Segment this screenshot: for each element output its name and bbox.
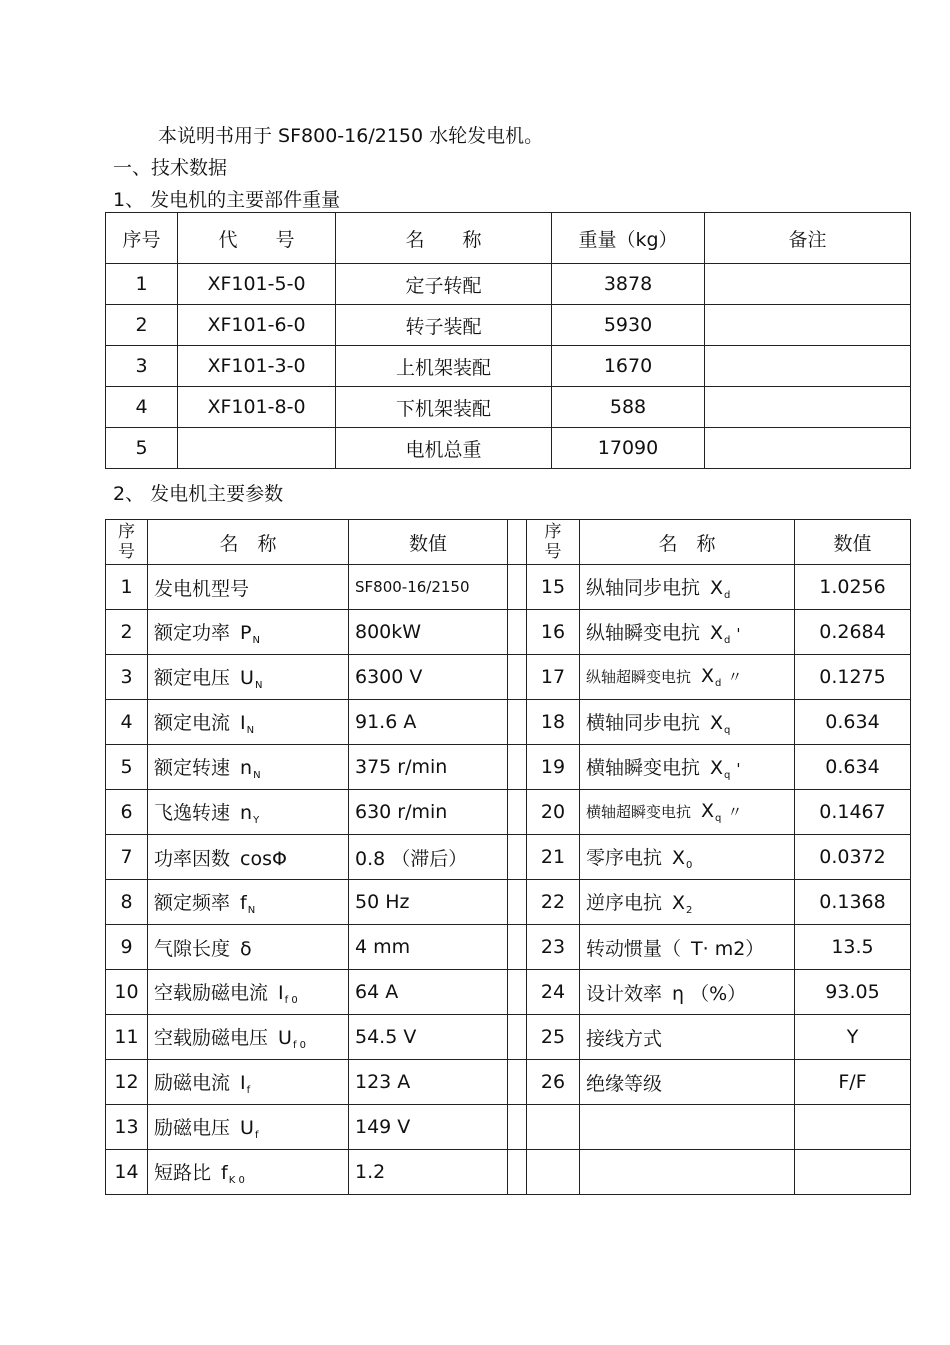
param-name [148, 1060, 349, 1105]
header-name: 名 称 [336, 213, 552, 264]
param-subscript: d [724, 590, 731, 601]
param-subscript: N [254, 680, 263, 691]
param-no: 17 [527, 655, 580, 700]
row-code [178, 428, 336, 469]
param-symbol: X [710, 622, 724, 644]
param-name [148, 565, 349, 610]
param-name [580, 790, 795, 835]
param-value: 375 r/min [349, 745, 508, 790]
param-label: 励磁电压 [154, 1117, 231, 1139]
column-separator [508, 925, 527, 970]
column-separator [508, 565, 527, 610]
param-value: 6300 V [349, 655, 508, 700]
param-symbol: U [278, 1027, 292, 1049]
param-no: 19 [527, 745, 580, 790]
param-value: 50 Hz [349, 880, 508, 925]
param-name [148, 835, 349, 880]
header-value-right: 数值 [795, 520, 911, 565]
param-no: 2 [106, 610, 148, 655]
param-name [148, 1015, 349, 1060]
column-separator [508, 880, 527, 925]
param-value: 0.634 [795, 700, 911, 745]
param-symbol: X [672, 847, 686, 869]
param-label: 空载励磁电压 [154, 1027, 269, 1049]
row-weight: 3878 [552, 264, 705, 305]
param-no: 7 [106, 835, 148, 880]
param-label: 接线方式 [586, 1027, 663, 1050]
param-symbol: n [240, 757, 253, 779]
param-value: 0.2684 [795, 610, 911, 655]
param-no: 9 [106, 925, 148, 970]
row-no: 4 [106, 387, 178, 428]
param-no: 23 [527, 925, 580, 970]
param-label: 额定电压 [154, 667, 231, 689]
param-value: 1.0256 [795, 565, 911, 610]
row-no: 5 [106, 428, 178, 469]
column-separator [508, 970, 527, 1015]
param-value: 0.634 [795, 745, 911, 790]
param-value: 149 V [349, 1105, 508, 1150]
param-name [580, 700, 795, 745]
param-no: 6 [106, 790, 148, 835]
table-row [106, 1150, 911, 1195]
param-name [580, 1015, 795, 1060]
param-no: 3 [106, 655, 148, 700]
row-weight: 17090 [552, 428, 705, 469]
param-label: 额定功率 [154, 622, 231, 644]
row-code: XF101-6-0 [178, 305, 336, 346]
table-row [106, 745, 911, 790]
param-no: 4 [106, 700, 148, 745]
subsection-heading-params: 2、 发电机主要参数 [113, 483, 284, 505]
param-no: 25 [527, 1015, 580, 1060]
params-table-header [106, 520, 911, 565]
param-name [148, 970, 349, 1015]
param-name [148, 790, 349, 835]
table-row [106, 610, 911, 655]
weights-table [105, 212, 911, 469]
param-subscript: q [715, 813, 722, 824]
param-label: 气隙长度 [154, 937, 231, 960]
param-name [148, 700, 349, 745]
row-weight: 1670 [552, 346, 705, 387]
param-name [580, 610, 795, 655]
param-value: 13.5 [795, 925, 911, 970]
column-separator [508, 700, 527, 745]
table-row [106, 305, 911, 346]
param-symbol: cosΦ [240, 847, 287, 870]
param-label: 零序电抗 [586, 847, 663, 869]
table-row [106, 428, 911, 469]
param-name [580, 565, 795, 610]
param-symbol: I [240, 712, 246, 734]
intro-text: 本说明书用于 SF800-16/2150 水轮发电机。 [158, 125, 544, 147]
param-subscript: f [246, 1085, 251, 1096]
param-subscript: 0 [686, 860, 693, 871]
param-no: 10 [106, 970, 148, 1015]
param-no: 5 [106, 745, 148, 790]
param-symbol: X [701, 800, 715, 822]
param-name [148, 745, 349, 790]
param-name [580, 1060, 795, 1105]
param-symbol: I [240, 1072, 246, 1094]
param-symbol: T· m2） [691, 937, 765, 960]
column-separator [508, 835, 527, 880]
param-no: 13 [106, 1105, 148, 1150]
param-no: 1 [106, 565, 148, 610]
param-no: 26 [527, 1060, 580, 1105]
param-prime: 〃 [727, 803, 743, 821]
param-label: 纵轴超瞬变电抗 [586, 668, 692, 686]
row-remark [705, 346, 911, 387]
param-symbol: X [710, 757, 724, 779]
param-symbol: P [240, 622, 252, 644]
header-name-right: 名 称 [580, 520, 795, 565]
column-separator [508, 1150, 527, 1195]
row-remark [705, 264, 911, 305]
param-no: 8 [106, 880, 148, 925]
table-row [106, 790, 911, 835]
param-no: 24 [527, 970, 580, 1015]
param-no [527, 1150, 580, 1195]
param-symbol: f [240, 892, 247, 914]
param-symbol: f [221, 1162, 228, 1184]
param-prime: ' [736, 760, 741, 778]
table-row [106, 925, 911, 970]
param-label: 功率因数 [154, 847, 231, 870]
param-subscript: f [254, 1130, 259, 1141]
param-value [795, 1150, 911, 1195]
param-subscript: N [246, 725, 255, 736]
param-no: 14 [106, 1150, 148, 1195]
weights-table-header [106, 213, 911, 264]
param-value: 54.5 V [349, 1015, 508, 1060]
param-label: 绝缘等级 [586, 1072, 663, 1095]
param-symbol: X [672, 892, 686, 914]
row-weight: 588 [552, 387, 705, 428]
row-weight: 5930 [552, 305, 705, 346]
param-symbol: δ [240, 937, 252, 960]
param-symbol: X [710, 712, 724, 734]
table-row [106, 1105, 911, 1150]
row-name: 下机架装配 [336, 387, 552, 428]
row-name: 上机架装配 [336, 346, 552, 387]
param-subscript: f 0 [292, 1040, 306, 1051]
param-name [148, 1150, 349, 1195]
row-name: 转子装配 [336, 305, 552, 346]
param-subscript: N [247, 905, 256, 916]
header-value-left: 数值 [349, 520, 508, 565]
row-no: 2 [106, 305, 178, 346]
param-label: 纵轴同步电抗 [586, 577, 701, 599]
param-subscript: Y [253, 815, 260, 826]
header-no: 序号 [106, 213, 178, 264]
table-row [106, 1015, 911, 1060]
param-value: 630 r/min [349, 790, 508, 835]
param-subscript: K 0 [228, 1175, 245, 1186]
param-subscript: q [724, 770, 731, 781]
row-code: XF101-3-0 [178, 346, 336, 387]
table-row [106, 835, 911, 880]
param-label: 额定电流 [154, 712, 231, 734]
param-label: 横轴瞬变电抗 [586, 757, 701, 779]
table-row [106, 565, 911, 610]
param-name [148, 1105, 349, 1150]
params-table [105, 519, 911, 1195]
param-no: 15 [527, 565, 580, 610]
column-separator [508, 1105, 527, 1150]
param-subscript: d [715, 678, 722, 689]
param-name [580, 1105, 795, 1150]
param-value: 4 mm [349, 925, 508, 970]
param-name [580, 745, 795, 790]
param-value: Y [795, 1015, 911, 1060]
param-value: 123 A [349, 1060, 508, 1105]
param-name [148, 880, 349, 925]
table-row [106, 1060, 911, 1105]
param-value: F/F [795, 1060, 911, 1105]
param-label: 转动惯量（ [586, 937, 682, 960]
column-separator [508, 1060, 527, 1105]
header-code: 代 号 [178, 213, 336, 264]
param-name [580, 925, 795, 970]
param-value: 1.2 [349, 1150, 508, 1195]
param-value: SF800-16/2150 [349, 565, 508, 610]
param-symbol: n [240, 802, 253, 824]
row-remark [705, 305, 911, 346]
param-no: 20 [527, 790, 580, 835]
param-label: 设计效率 [586, 982, 663, 1005]
param-label: 逆序电抗 [586, 892, 663, 914]
row-remark [705, 387, 911, 428]
param-symbol: X [710, 577, 724, 599]
column-separator [508, 655, 527, 700]
param-value: 800kW [349, 610, 508, 655]
param-value: 91.6 A [349, 700, 508, 745]
column-separator [508, 520, 527, 565]
row-no: 3 [106, 346, 178, 387]
header-no-right: 序 号 [527, 520, 580, 565]
table-row [106, 970, 911, 1015]
param-value [795, 1105, 911, 1150]
param-no [527, 1105, 580, 1150]
param-no: 11 [106, 1015, 148, 1060]
param-name [580, 835, 795, 880]
param-no: 22 [527, 880, 580, 925]
param-name [580, 880, 795, 925]
subsection-heading-weights: 1、 发电机的主要部件重量 [113, 189, 341, 211]
param-label: 发电机型号 [154, 577, 250, 600]
row-name: 定子转配 [336, 264, 552, 305]
param-symbol: η （%） [672, 982, 747, 1005]
param-prime: 〃 [727, 668, 743, 686]
param-label: 励磁电流 [154, 1072, 231, 1094]
param-name [148, 655, 349, 700]
param-subscript: q [724, 725, 731, 736]
param-name [580, 655, 795, 700]
header-remark: 备注 [705, 213, 911, 264]
row-remark [705, 428, 911, 469]
row-name: 电机总重 [336, 428, 552, 469]
header-no-left: 序 号 [106, 520, 148, 565]
param-label: 横轴超瞬变电抗 [586, 803, 692, 821]
row-code: XF101-5-0 [178, 264, 336, 305]
header-name-left: 名 称 [148, 520, 349, 565]
table-row [106, 387, 911, 428]
param-subscript: d [724, 635, 731, 646]
param-value: 0.8 （滞后） [349, 835, 508, 880]
param-label: 短路比 [154, 1162, 212, 1184]
param-name [580, 970, 795, 1015]
section-heading: 一、技术数据 [113, 157, 228, 179]
table-row [106, 346, 911, 387]
table-row [106, 880, 911, 925]
param-no: 16 [527, 610, 580, 655]
param-subscript: 2 [686, 905, 693, 916]
param-value: 0.1368 [795, 880, 911, 925]
column-separator [508, 1015, 527, 1060]
param-value: 93.05 [795, 970, 911, 1015]
param-name [580, 1150, 795, 1195]
column-separator [508, 745, 527, 790]
param-name [148, 610, 349, 655]
param-label: 额定转速 [154, 757, 231, 779]
param-symbol: X [701, 665, 715, 687]
header-weight: 重量（kg） [552, 213, 705, 264]
param-subscript: N [252, 635, 260, 646]
table-row [106, 264, 911, 305]
table-row [106, 700, 911, 745]
row-code: XF101-8-0 [178, 387, 336, 428]
param-symbol: U [240, 667, 254, 689]
param-label: 纵轴瞬变电抗 [586, 622, 701, 644]
param-prime: ' [736, 625, 741, 643]
param-subscript: N [253, 770, 261, 781]
param-symbol: I [278, 982, 284, 1004]
param-label: 空载励磁电流 [154, 982, 269, 1004]
param-label: 横轴同步电抗 [586, 712, 701, 734]
param-subscript: f 0 [284, 995, 298, 1006]
table-row [106, 655, 911, 700]
param-symbol: U [240, 1117, 254, 1139]
param-no: 21 [527, 835, 580, 880]
param-value: 64 A [349, 970, 508, 1015]
row-no: 1 [106, 264, 178, 305]
param-no: 12 [106, 1060, 148, 1105]
param-value: 0.1275 [795, 655, 911, 700]
column-separator [508, 790, 527, 835]
column-separator [508, 610, 527, 655]
param-no: 18 [527, 700, 580, 745]
param-label: 额定频率 [154, 892, 231, 914]
param-label: 飞逸转速 [154, 802, 231, 824]
param-name [148, 925, 349, 970]
param-value: 0.0372 [795, 835, 911, 880]
param-value: 0.1467 [795, 790, 911, 835]
